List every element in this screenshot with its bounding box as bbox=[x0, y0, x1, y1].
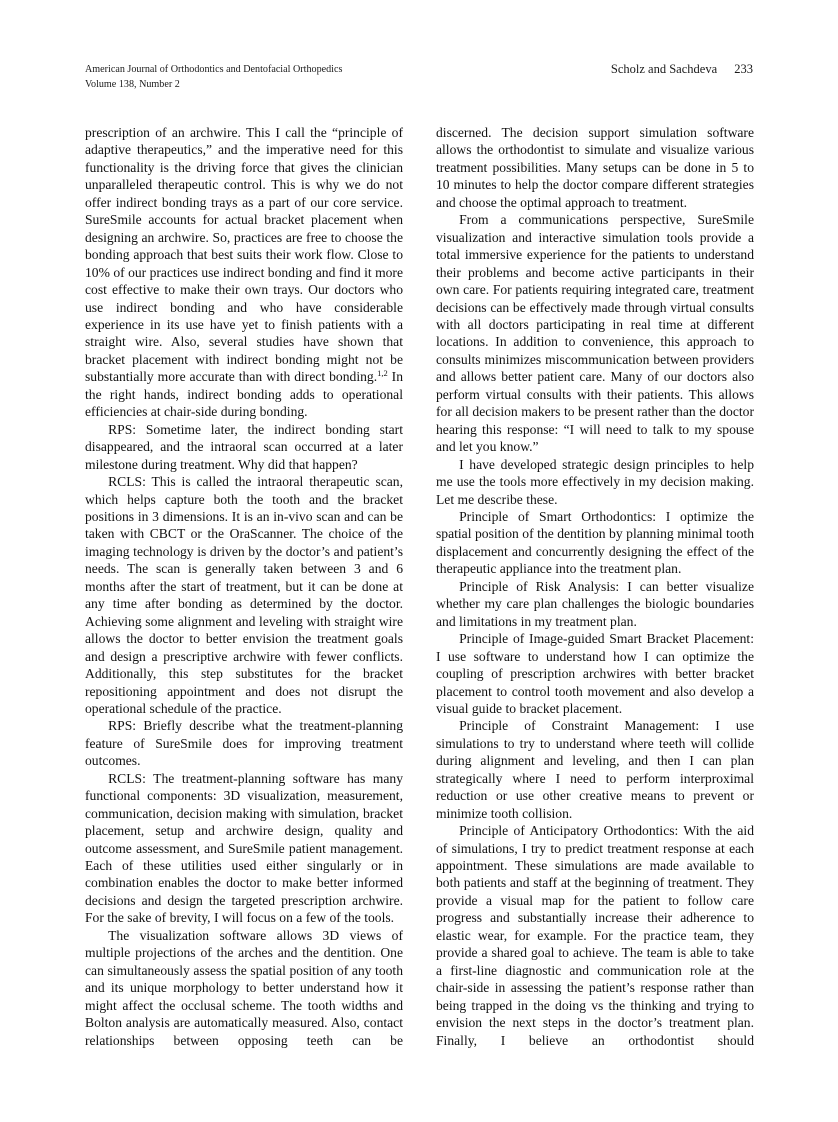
left-column bbox=[85, 124, 403, 1049]
paragraph: Principle of Constraint Management: I use simulations to try to understand where teeth will collide during alignment and leveling, and then I can plan strategically where I need to perform interproximal reduction or use other creative means to prevent or minimize tooth collision. bbox=[436, 718, 754, 821]
journal-volume: Volume 138, Number 2 bbox=[85, 78, 180, 90]
paragraph: Principle of Image-guided Smart Bracket Placement: I use software to understand how I can optimize the coupling of prescription archwires with better bracket placement to control tooth movement and also develop a visual guide to bracket placement. bbox=[436, 631, 754, 716]
paragraph: Principle of Anticipatory Orthodontics: With the aid of simulations, I try to predict treatment response at each appointment. These simulations are made available to both patients and staff at the beginning of treatment. They provide a visual map for the patient to follow care progress and substantially increase their adherence to elastic wear, for example. For the practice team, they provide a shared goal to achieve. The team is able to take a first-line diagnostic and communication role at the chair-side in assessing the patient’s response rather than being trapped in the doing vs the thinking and trying to envision the next steps in the doctor’s treatment plan. Finally, I believe an orthodontist should bbox=[436, 823, 754, 1048]
paragraph: Principle of Smart Orthodontics: I optimize the spatial position of the dentition by planning minimal tooth displacement and concurrently designing the effect of the therapeutic appliance into the treatment plan. bbox=[436, 508, 754, 577]
paragraph: RCLS: This is called the intraoral therapeutic scan, which helps capture both the tooth and the bracket positions in 3 dimensions. It is an in-vivo scan and can be taken with CBCT or the OraScanner. The choice of the imaging technology is driven by the doctor’s and patient’s needs. The scan is generally taken between 3 and 6 months after the start of treatment, but it can be done at any time after bonding as determined by the doctor. Achieving some alignment and leveling with straight wire allows the doctor to better envision the treatment goals and design a prescriptive archwire with fewer conflicts. Additionally, this step substitutes for the bracket repositioning appointment and does not disrupt the operational schedule of the practice. bbox=[85, 474, 403, 716]
paragraph: RPS: Sometime later, the indirect bonding start disappeared, and the intraoral scan occurred at a later milestone during treatment. Why did that happen? bbox=[85, 421, 403, 472]
paragraph-text: prescription of an archwire. This I call the “principle of adaptive therapeutics,” and the imperative need for this functionality is the driving force that gives the clinician unparalleled therapeutic control. This is why we do not offer indirect bonding trays as a part of our core service. SureSmile accounts for actual bracket placement when designing an archwire. So, practices are free to choose the bonding approach that best suits their work flow. Close to 10% of our practices use indirect bonding and find it more cost effective to make their own trays. Our doctors who use indirect bonding and who have considerable experience in its use have yet to finish patients with a straight wire. Also, several studies have shown that bracket placement with indirect bonding might not be substantially more accurate than with direct bonding. bbox=[85, 125, 403, 385]
page-number: 233 bbox=[734, 62, 753, 76]
page-info bbox=[611, 62, 753, 77]
citation-superscript[interactable]: 1,2 bbox=[377, 368, 388, 379]
journal-info bbox=[85, 62, 342, 92]
journal-title: American Journal of Orthodontics and Dentofacial Orthopedics bbox=[85, 63, 343, 75]
paragraph: The visualization software allows 3D views of multiple projections of the arches and the dentition. One can simultaneously assess the spatial position of any tooth and its unique morphology to better understand how it might affect the occlusal scheme. The tooth widths and Bolton analysis are automatically measured. Also, contact relationships between opposing teeth can be bbox=[85, 927, 403, 1048]
paragraph-text: In the right hands, indirect bonding adds to operational efficiencies at chair-side during bonding. bbox=[85, 369, 403, 420]
paragraph: Principle of Risk Analysis: I can better visualize whether my care plan challenges the biologic boundaries and limitations in my treatment plan. bbox=[436, 578, 754, 629]
author-names: Scholz and Sachdeva bbox=[610, 62, 718, 76]
paragraph: RPS: Briefly describe what the treatment-planning feature of SureSmile does for improving treatment outcomes. bbox=[85, 718, 403, 769]
paragraph: From a communications perspective, SureSmile visualization and interactive simulation tools provide a total immersive experience for the patients to understand their problems and become active participants in their own care. For patients requiring integrated care, treatment decisions can be effectively made through virtual consults with all doctors participating in real time at different locations. In addition to convenience, this approach to consults minimizes miscommunication between providers and allows better patient care. Many of our doctors also perform virtual consults with their patients. This allows for all decision makers to be present rather than the doctor hearing this response: “I will need to talk to my spouse and let you know.” bbox=[436, 212, 754, 455]
paragraph: discerned. The decision support simulation software allows the orthodontist to simulate and visualize various treatment possibilities. Many setups can be done in 5 to 10 minutes to help the doctor compare different strategies and choose the optimal approach to treatment. bbox=[436, 125, 754, 210]
paragraph bbox=[85, 124, 403, 421]
right-column bbox=[436, 124, 754, 1049]
paragraph: RCLS: The treatment-planning software has many functional components: 3D visualization, measurement, communication, decision making with simulation, bracket placement, setup and archwire design, quality and outcome assessment, and SureSmile patient management. Each of these utilities used either singularly or in combination enables the doctor to make better informed decisions and design the targeted prescription archwire. For the sake of brevity, I will focus on a few of the tools. bbox=[85, 770, 403, 926]
paragraph: I have developed strategic design principles to help me use the tools more effectively in my decision making. Let me describe these. bbox=[436, 456, 754, 507]
